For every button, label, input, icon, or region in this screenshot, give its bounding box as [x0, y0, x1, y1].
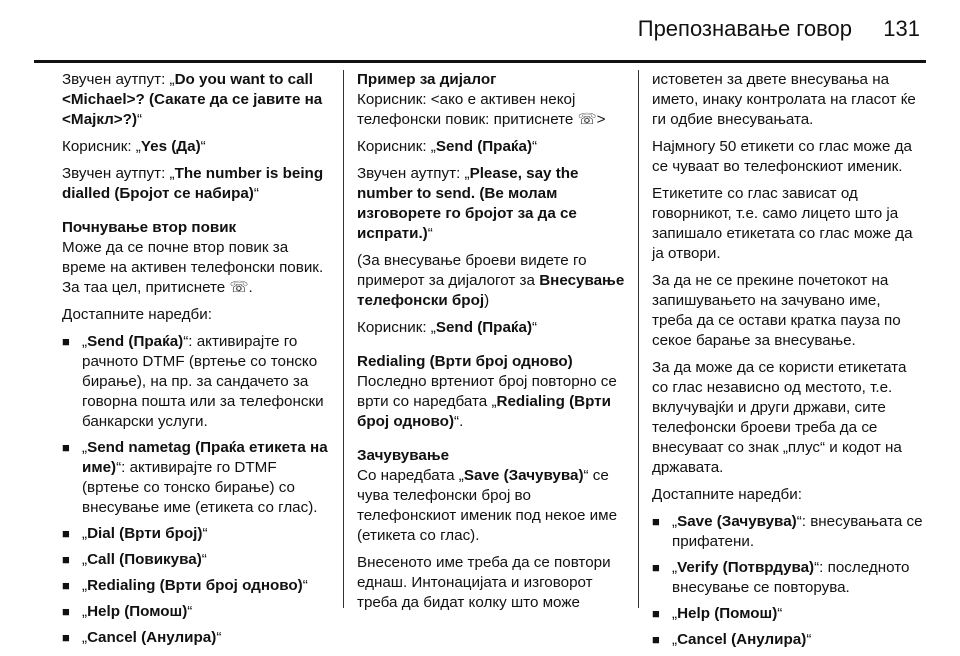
- paragraph: Звучен аутпут: „Do you want to call <Michael>? (Сакате да се јавите на <Мајкл>?)“: [62, 71, 323, 128]
- column-1: [62, 70, 330, 654]
- list-item: ■ „Redialing (Врти број одново)“: [62, 576, 330, 596]
- list-item: ■ „Save (Зачувува)“: внесувањата се прифатени.: [652, 512, 924, 552]
- page-header: [0, 0, 960, 54]
- paragraph: За да не се прекине почетокот на запишувањето на зачувано име, треба да се остави кратка пауза по секое барање за внесување.: [652, 272, 901, 349]
- command-list: [62, 332, 330, 648]
- page-number: 131: [883, 16, 920, 41]
- list-item: ■ „Send (Праќа)“: активирајте го рачното DTMF (вртење со тонско бирање), на пр. за сандачето за говорна пошта или за телефонски банкарски услуги.: [62, 332, 330, 432]
- paragraph: Со наредбата „Save (Зачувува)“ се чува телефонски број во телефонскиот именик под некое име (етикета со глас).: [357, 467, 618, 544]
- paragraph: Внесеното име треба да се повтори еднаш. Интонацијата и изговорот треба да бидат колку што може: [357, 554, 611, 611]
- list-item: ■ „Send nametag (Праќа етикета на име)“: активирајте го DTMF (вртење со тонско бирање) со внесување име (етикета со глас).: [62, 438, 330, 518]
- paragraph: Корисник: „Send (Праќа)“: [357, 138, 538, 155]
- paragraph: Достапните наредби:: [62, 306, 212, 323]
- paragraph: Може да се почне втор повик за време на активен телефонски повик. За таа цел, притиснете ☏.: [62, 239, 324, 296]
- list-item: ■ „Call (Повикува)“: [62, 550, 330, 570]
- column-divider-2: [638, 70, 639, 608]
- header-rule: [34, 60, 926, 63]
- paragraph: За да може да се користи етикетата со глас независно од местото, т.е. вклучувајќи и други држави, сите телефонски броеви треба да се внесуваат со знак „плус“ и кодот на државата.: [652, 359, 907, 476]
- list-item: ■ „Help (Помош)“: [62, 602, 330, 622]
- command-list: [652, 512, 924, 650]
- column-2: [357, 70, 627, 620]
- paragraph: Корисник: „Send (Праќа)“: [357, 319, 538, 336]
- paragraph: Последно вртениот број повторно се врти со наредбата „Redialing (Врти број одново)“.: [357, 373, 617, 430]
- paragraph: Корисник: „Yes (Да)“: [62, 138, 206, 155]
- list-item: ■ „Cancel (Анулира)“: [652, 630, 924, 650]
- list-item: ■ „Dial (Врти број)“: [62, 524, 330, 544]
- paragraph: Етикетите со глас зависат од говорникот, т.е. само лицето што ја запишало етикетата со глас може да ја отвори.: [652, 185, 913, 262]
- paragraph: Корисник: <ако е активен некој телефонски повик: притиснете ☏>: [357, 91, 606, 128]
- section-heading: Зачувување: [357, 447, 450, 464]
- section-heading: Почнување втор повик: [62, 219, 237, 236]
- section-heading: Пример за дијалог: [357, 71, 497, 88]
- paragraph: истоветен за двете внесувања на името, инаку контролата на гласот ќе ги одбие внесувањата.: [652, 71, 916, 128]
- section-heading: Redialing (Врти број одново): [357, 353, 573, 370]
- list-item: ■ „Help (Помош)“: [652, 604, 924, 624]
- list-item: ■ „Verify (Потврдува)“: последното внесување се повторува.: [652, 558, 924, 598]
- page-title: Препознавање говор: [637, 16, 852, 41]
- paragraph: (За внесување броеви видете го примерот за дијалогот за Внесување телефонски број): [357, 252, 625, 309]
- column-divider-1: [343, 70, 344, 608]
- paragraph: Звучен аутпут: „Please, say the number to send. (Ве молам изговорете го бројот за да се испрати.)“: [357, 165, 579, 242]
- column-3: [652, 70, 924, 656]
- paragraph: Звучен аутпут: „The number is being dialled (Бројот се набира)“: [62, 165, 324, 202]
- list-item: ■ „Cancel (Анулира)“: [62, 628, 330, 648]
- paragraph: Најмногу 50 етикети со глас може да се чуваат во телефонскиот именик.: [652, 138, 912, 175]
- paragraph: Достапните наредби:: [652, 486, 802, 503]
